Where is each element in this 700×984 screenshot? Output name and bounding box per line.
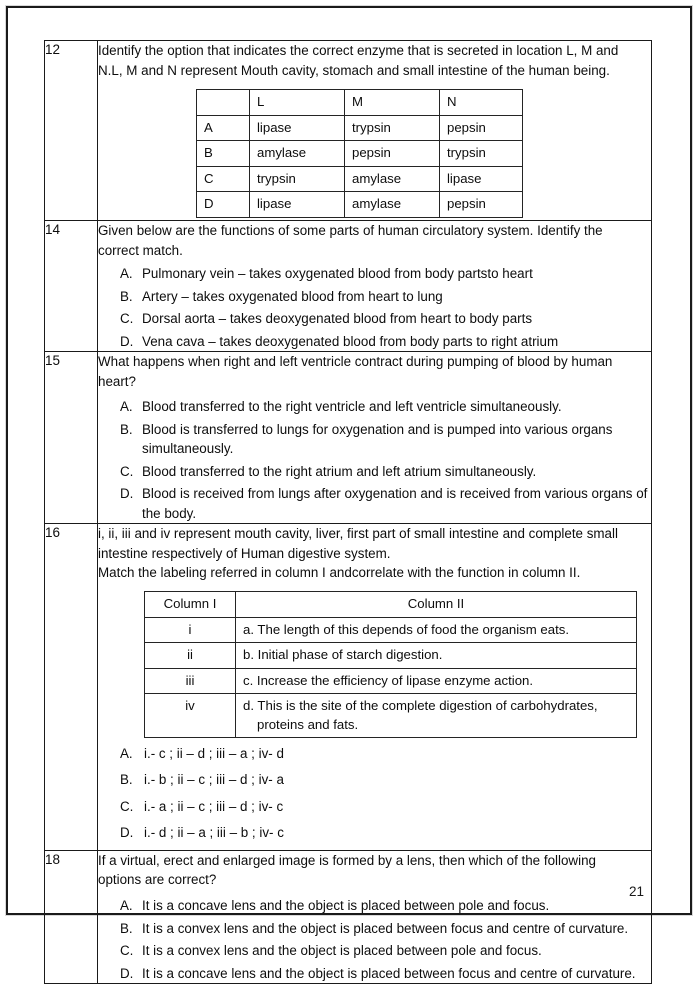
option-text: Blood transferred to the right atrium and left atrium simultaneously. bbox=[142, 463, 537, 479]
table-cell: trypsin bbox=[440, 141, 523, 166]
option-letter: C. bbox=[120, 463, 134, 479]
option-item[interactable] bbox=[98, 744, 651, 763]
enzyme-table bbox=[196, 89, 523, 217]
option-text: Dorsal aorta – takes deoxygenated blood from heart to body parts bbox=[142, 311, 533, 327]
option-letter: A. bbox=[120, 399, 133, 415]
table-cell: D bbox=[197, 192, 250, 217]
option-item[interactable] bbox=[98, 287, 651, 306]
option-text: It is a convex lens and the object is placed between pole and focus. bbox=[142, 943, 542, 959]
option-item[interactable] bbox=[98, 309, 651, 328]
table-cell-function: a. The length of this depends of food the organism eats. bbox=[236, 617, 637, 642]
table-cell: amylase bbox=[250, 141, 345, 166]
option-item[interactable] bbox=[98, 397, 651, 416]
question-body bbox=[98, 850, 652, 983]
option-item[interactable] bbox=[98, 462, 651, 481]
table-cell: pepsin bbox=[440, 192, 523, 217]
option-letter: C. bbox=[120, 943, 134, 959]
table-cell-function-line1: d. This is the site of the complete digestion of carbohydrates, bbox=[243, 698, 598, 714]
stem-line: Identify the option that indicates the correct enzyme that is secreted in location L, M and bbox=[98, 43, 619, 58]
option-letter: C. bbox=[120, 798, 134, 814]
table-cell: pepsin bbox=[345, 141, 440, 166]
option-item[interactable] bbox=[98, 823, 651, 842]
question-number: 12 bbox=[45, 41, 98, 221]
option-text: i.- b ; ii – c ; iii – d ; iv- a bbox=[144, 772, 284, 788]
table-header-row bbox=[145, 592, 637, 617]
option-letter: B. bbox=[120, 772, 133, 788]
option-list bbox=[98, 896, 651, 983]
question-body bbox=[98, 41, 652, 221]
table-cell-label: i bbox=[145, 617, 236, 642]
option-list bbox=[98, 264, 651, 351]
option-text: Vena cava – takes deoxygenated blood from body parts to right atrium bbox=[142, 333, 559, 349]
question-row-15 bbox=[45, 351, 652, 523]
question-body bbox=[98, 524, 652, 851]
table-cell: B bbox=[197, 141, 250, 166]
option-text: Blood is transferred to lungs for oxygenation and is pumped into various organs simultaneously. bbox=[142, 421, 613, 457]
question-stem bbox=[98, 352, 651, 391]
option-text: Pulmonary vein – takes oxygenated blood from body partsto heart bbox=[142, 266, 533, 282]
table-row bbox=[145, 668, 637, 693]
stem-line: intestine respectively of Human digestive system. bbox=[98, 545, 391, 561]
option-item[interactable] bbox=[98, 797, 651, 816]
table-cell: lipase bbox=[250, 115, 345, 140]
option-text: It is a concave lens and the object is placed between focus and centre of curvature. bbox=[142, 965, 636, 981]
table-cell-label: iii bbox=[145, 668, 236, 693]
column-match-table-wrapper bbox=[98, 591, 651, 738]
option-text: i.- d ; ii – a ; iii – b ; iv- c bbox=[144, 825, 284, 841]
option-text: It is a convex lens and the object is placed between focus and centre of curvature. bbox=[142, 920, 629, 936]
stem-line: correct match. bbox=[98, 242, 183, 258]
question-stem bbox=[98, 221, 651, 260]
page-content bbox=[8, 8, 690, 981]
option-item[interactable] bbox=[98, 896, 651, 915]
table-cell-label: iv bbox=[145, 694, 236, 738]
option-letter: D. bbox=[120, 333, 134, 349]
option-item[interactable] bbox=[98, 941, 651, 960]
option-letter: A. bbox=[120, 898, 133, 914]
option-list bbox=[98, 397, 651, 523]
table-cell: pepsin bbox=[440, 115, 523, 140]
stem-line: heart? bbox=[98, 373, 136, 389]
option-letter: B. bbox=[120, 288, 133, 304]
option-text: i.- c ; ii – d ; iii – a ; iv- d bbox=[144, 746, 284, 762]
table-cell: L bbox=[250, 90, 345, 115]
option-letter: D. bbox=[120, 965, 134, 981]
question-stem bbox=[98, 41, 651, 80]
table-cell: trypsin bbox=[250, 166, 345, 191]
question-row-14 bbox=[45, 220, 652, 351]
question-row-12 bbox=[45, 41, 652, 221]
table-row bbox=[197, 115, 523, 140]
option-letter: B. bbox=[120, 421, 133, 437]
option-text: Artery – takes oxygenated blood from heart to lung bbox=[142, 288, 443, 304]
option-list bbox=[98, 744, 651, 843]
option-letter: A. bbox=[120, 266, 133, 282]
column-match-table bbox=[144, 591, 637, 738]
option-letter: D. bbox=[120, 486, 134, 502]
table-cell bbox=[197, 90, 250, 115]
question-row-16 bbox=[45, 524, 652, 851]
option-letter: C. bbox=[120, 311, 134, 327]
scanned-page bbox=[6, 6, 692, 981]
option-item[interactable] bbox=[98, 332, 651, 351]
table-cell-function: c. Increase the efficiency of lipase enzyme action. bbox=[236, 668, 637, 693]
stem-line: options are correct? bbox=[98, 872, 217, 888]
option-item[interactable] bbox=[98, 484, 651, 523]
table-row bbox=[197, 192, 523, 217]
table-cell: lipase bbox=[250, 192, 345, 217]
table-row bbox=[145, 643, 637, 668]
option-item[interactable] bbox=[98, 264, 651, 283]
stem-line: Match the labeling referred in column I andcorrelate with the function in column II. bbox=[98, 565, 581, 581]
table-cell: C bbox=[197, 166, 250, 191]
table-cell-function bbox=[236, 694, 637, 738]
table-cell: amylase bbox=[345, 192, 440, 217]
question-row-18 bbox=[45, 850, 652, 983]
table-row bbox=[197, 90, 523, 115]
stem-line: N.L, M and N represent Mouth cavity, stomach and small intestine of the human being. bbox=[98, 62, 610, 78]
table-cell: A bbox=[197, 115, 250, 140]
column-header-2: Column II bbox=[236, 592, 637, 617]
table-cell-function-line2: proteins and fats. bbox=[257, 716, 359, 732]
question-stem bbox=[98, 851, 651, 890]
table-row bbox=[197, 166, 523, 191]
option-item[interactable] bbox=[98, 964, 651, 983]
question-stem bbox=[98, 524, 651, 583]
option-text: It is a concave lens and the object is placed between pole and focus. bbox=[142, 898, 550, 914]
option-item[interactable] bbox=[98, 770, 651, 789]
option-text: Blood is received from lungs after oxygenation and is received from various organs of the body. bbox=[142, 486, 648, 521]
question-number: 16 bbox=[45, 524, 98, 851]
stem-line: Given below are the functions of some parts of human circulatory system. Identify the bbox=[98, 222, 603, 238]
question-table bbox=[44, 40, 652, 984]
question-number: 14 bbox=[45, 220, 98, 351]
question-number: 18 bbox=[45, 850, 98, 983]
table-cell: M bbox=[345, 90, 440, 115]
stem-line: i, ii, iii and iv represent mouth cavity, liver, first part of small intestine and complete small bbox=[98, 526, 618, 542]
question-body bbox=[98, 351, 652, 523]
column-header-1: Column I bbox=[145, 592, 236, 617]
option-letter: B. bbox=[120, 920, 133, 936]
option-text: Blood transferred to the right ventricle and left ventricle simultaneously. bbox=[142, 399, 562, 415]
option-letter: D. bbox=[120, 825, 134, 841]
option-letter: A. bbox=[120, 746, 133, 762]
option-text: i.- a ; ii – c ; iii – d ; iv- c bbox=[144, 798, 284, 814]
table-row bbox=[145, 617, 637, 642]
stem-line: If a virtual, erect and enlarged image is formed by a lens, then which of the following bbox=[98, 852, 596, 868]
stem-line: What happens when right and left ventricle contract during pumping of blood by human bbox=[98, 353, 613, 369]
table-cell-function: b. Initial phase of starch digestion. bbox=[236, 643, 637, 668]
option-item[interactable] bbox=[98, 420, 651, 459]
option-item[interactable] bbox=[98, 919, 651, 938]
page-number: 21 bbox=[628, 884, 644, 899]
table-row bbox=[145, 694, 637, 738]
enzyme-table-wrapper bbox=[98, 89, 651, 217]
question-number: 15 bbox=[45, 351, 98, 523]
table-cell: N bbox=[440, 90, 523, 115]
table-cell: amylase bbox=[345, 166, 440, 191]
table-row bbox=[197, 141, 523, 166]
table-cell: trypsin bbox=[345, 115, 440, 140]
table-cell-label: ii bbox=[145, 643, 236, 668]
question-body bbox=[98, 220, 652, 351]
table-cell: lipase bbox=[440, 166, 523, 191]
